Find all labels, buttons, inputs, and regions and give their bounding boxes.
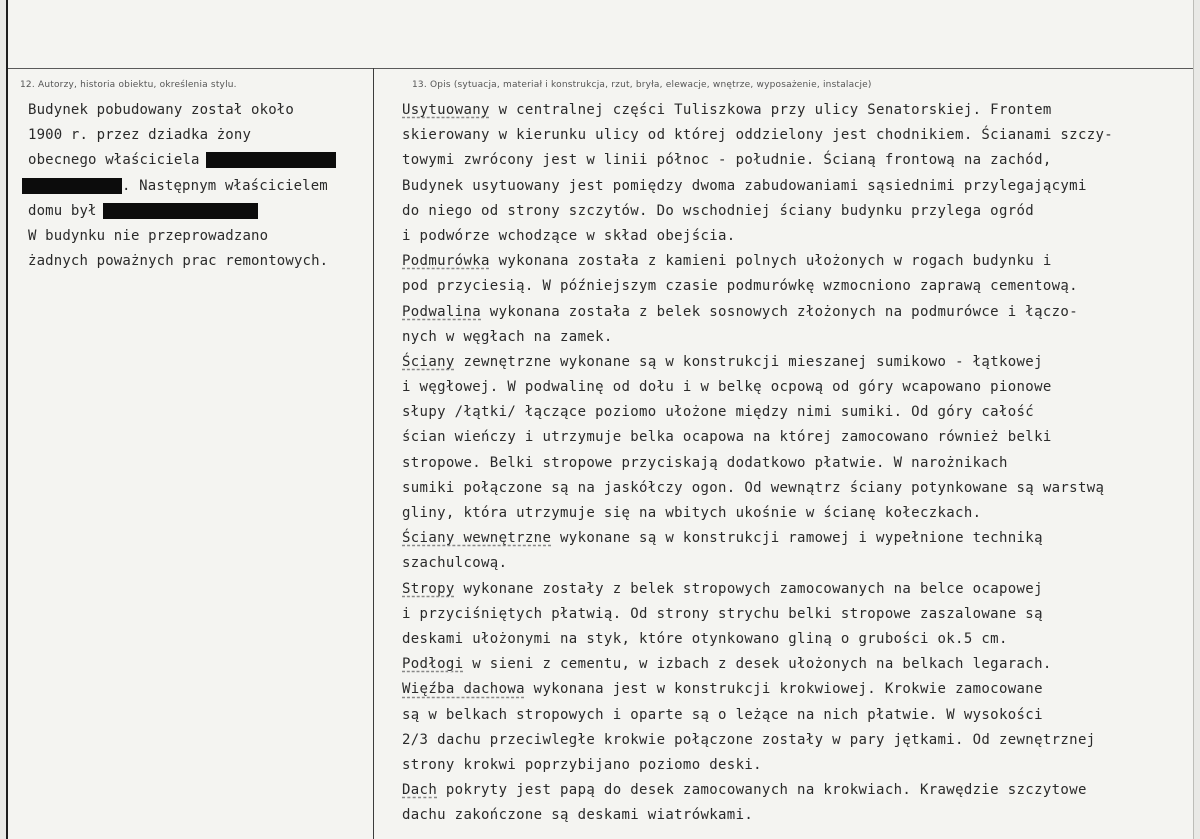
text-line: Podwalina wykonana została z belek sosnowych złożonych na podmurówce i łączo- xyxy=(402,303,1078,320)
text-line: słupy /łątki/ łączące poziomo ułożone między nimi sumiki. Od góry całość xyxy=(402,404,1035,421)
text-line: pod przyciesią. W późniejszym czasie podmurówkę wzmocniono zaprawą cementową. xyxy=(402,278,1078,295)
text-line: gliny, która utrzymuje się na wbitych ukośnie w ścianę kołeczkach. xyxy=(402,505,982,521)
history-text xyxy=(28,98,373,274)
term-heading: Usytuowany xyxy=(402,102,490,118)
text-line: skierowany w kierunku ulicy od której oddzielony jest chodnikiem. Ścianami szczy- xyxy=(402,127,1114,144)
header-divider xyxy=(8,68,1193,69)
text-line: Więźba dachowa wykonana jest w konstrukcji krokwiowej. Krokwie zamocowane xyxy=(402,681,1043,698)
text-line: są w belkach stropowych i oparte są o leżące na nich płatwie. W wysokości xyxy=(402,706,1043,723)
text-line: W budynku nie przeprowadzano xyxy=(28,227,269,244)
term-heading: Podwalina xyxy=(402,303,482,320)
text-line: sumiki połączone są na jaskółczy ogon. Od wewnątrz ściany potynkowane są warstwą xyxy=(402,479,1105,496)
text-line: ścian wieńczy i utrzymuje belka ocapowa na której zamocowano również belki xyxy=(402,429,1052,446)
redaction-bar xyxy=(103,203,258,219)
column-divider xyxy=(373,68,374,839)
text-line: 2/3 dachu przeciwległe krokwie połączone zostały w pary jętkami. Od zewnętrznej xyxy=(402,731,1096,748)
term-heading: Więźba dachowa xyxy=(402,681,525,698)
text-line: 1900 r. przez dziadka żony xyxy=(28,127,252,144)
text-line: strony krokwi poprzybijano poziomo deski. xyxy=(402,756,762,773)
text-line: żadnych poważnych prac remontowych. xyxy=(28,253,329,270)
text-line: do niego od strony szczytów. Do wschodniej ściany budynku przylega ogród xyxy=(402,202,1035,219)
term-heading: Ściany xyxy=(402,353,455,370)
text-line: i węgłowej. W podwalinę od dołu i w belkę ocpową od góry wcapowano pionowe xyxy=(402,379,1052,396)
text-line: Usytuowany w centralnej części Tuliszkowa przy ulicy Senatorskiej. Frontem xyxy=(402,102,1052,118)
term-heading: Stropy xyxy=(402,580,455,597)
text-line: i przyciśniętych płatwią. Od strony strychu belki stropowe zaszalowane są xyxy=(402,605,1043,622)
text-line: domu był xyxy=(28,199,373,224)
text-line: Stropy wykonane zostały z belek stropowych zamocowanych na belce ocapowej xyxy=(402,580,1043,597)
redaction-bar xyxy=(22,178,122,194)
text-line: obecnego właściciela xyxy=(28,148,373,173)
text-line: Podmurówka wykonana została z kamieni polnych ułożonych w rogach budynku i xyxy=(402,253,1052,270)
text-line: stropowe. Belki stropowe przyciskają dodatkowo płatwie. W narożnikach xyxy=(402,454,1008,471)
text-line: nych w węgłach na zamek. xyxy=(402,328,613,345)
text-line: Ściany wewnętrzne wykonane są w konstrukcji ramowej i wypełnione techniką xyxy=(402,530,1043,547)
text-line: . Następnym właścicielem xyxy=(28,174,373,199)
text-line: szachulcową. xyxy=(402,555,508,572)
redaction-bar xyxy=(206,152,336,168)
term-heading: Podmurówka xyxy=(402,253,490,270)
text-line: towymi zwrócony jest w linii północ - południe. Ścianą frontową na zachód, xyxy=(402,152,1052,169)
text-line: i podwórze wchodzące w skład obejścia. xyxy=(402,227,736,244)
text-line: Podłogi w sieni z cementu, w izbach z desek ułożonych na belkach legarach. xyxy=(402,656,1052,673)
text-line: Dach pokryty jest papą do desek zamocowanych na krokwiach. Krawędzie szczytowe xyxy=(402,782,1087,799)
description-text xyxy=(402,98,1192,828)
term-heading: Dach xyxy=(402,782,438,799)
section-12-heading: 12. Autorzy, historia obiektu, określenia stylu. xyxy=(20,80,237,90)
text-line: Budynek pobudowany został około xyxy=(28,102,294,118)
document-card xyxy=(6,0,1194,839)
text-line: Budynek usytuowany jest pomiędzy dwoma zabudowaniami sąsiednimi przylegającymi xyxy=(402,177,1087,194)
term-heading: Ściany wewnętrzne xyxy=(402,530,552,547)
term-heading: Podłogi xyxy=(402,656,464,673)
section-13-heading: 13. Opis (sytuacja, materiał i konstrukcja, rzut, bryła, elewacje, wnętrze, wyposażenie, instalacje) xyxy=(412,80,872,90)
text-line: deskami ułożonymi na styk, które otynkowano gliną o grubości ok.5 cm. xyxy=(402,630,1008,647)
text-line: dachu zakończone są deskami wiatrówkami. xyxy=(402,807,754,824)
text-line: Ściany zewnętrzne wykonane są w konstrukcji mieszanej sumikowo - łątkowej xyxy=(402,353,1043,370)
